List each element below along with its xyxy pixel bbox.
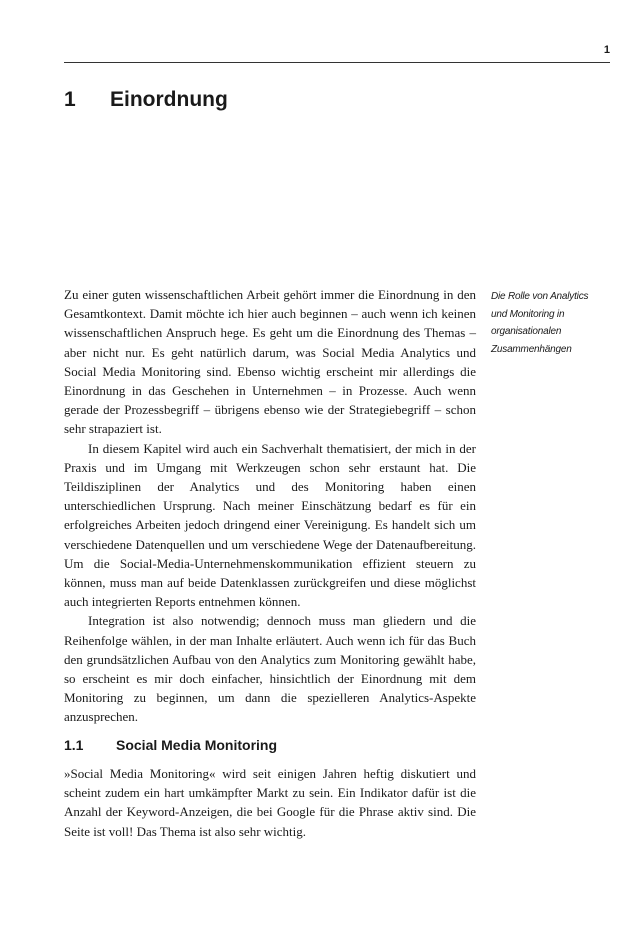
marginal-note-line: Die Rolle von Analytics xyxy=(491,291,589,302)
marginal-note-line: Zusammenhängen xyxy=(491,343,572,355)
chapter-title: Einordnung xyxy=(110,88,228,111)
body-paragraph: In diesem Kapitel wird auch ein Sachverhalt thematisiert, der mich in der Praxis und im Umgang mit Werkzeugen schon sehr erstaunt hat. Die Teildisziplinen der Analytics und des Monitoring haben einen unterschiedlichen Ursprung. Nach meiner Einschätzung bedarf es für ein erfolgreiches Arbeiten jedoch dringend einer Vereinigung. Es handelt sich um verschiedene Datenquellen und um verschiedene Wege der Datenaufbereitung. Um die Social-Media-Unternehmenskommunikation effizient steuern zu können, muss man auf beide Datenklassen zurückgreifen und diese möglichst auch integrierten Reports entnehmen können. xyxy=(64,440,476,610)
body-paragraph: Zu einer guten wissenschaftlichen Arbeit gehört immer die Einordnung in den Gesamtkontext. Damit möchte ich hier auch beginnen – auch wenn ich keinen wissenschaftlichen Anspruch hege. Es geht um die Einordnung des Themas – aber nicht nur. Es geht natürlich darum, was Social Media Analytics und Social Media Monitoring sind. Ebenso wichtig erscheint mir allerdings die Einordnung in das Geschehen in Unternehmen – in Prozesse. Auch wenn gerade der Prozessbegriff – übrigens ebenso wie der Strategiebegriff – schon sehr strapaziert ist. xyxy=(64,287,476,437)
marginal-note xyxy=(491,288,609,358)
section-paragraph: »Social Media Monitoring« wird seit einigen Jahren heftig diskutiert und scheint zudem ein hart umkämpfter Markt zu sein. Ein Indikator dafür ist die Anzahl der Keyword-Anzeigen, die bei Google für die Phrase aktiv sind. Die Seite ist voll! Das Thema ist also sehr wichtig. xyxy=(64,766,476,839)
marginal-note-line: organisationalen xyxy=(491,326,562,337)
body-text xyxy=(64,285,476,727)
section-heading xyxy=(64,737,277,753)
section-number: 1.1 xyxy=(64,737,84,753)
marginal-note-line: und Monitoring in xyxy=(491,308,565,320)
page-number: 1 xyxy=(603,44,610,56)
header-rule xyxy=(64,62,610,63)
chapter-number: 1 xyxy=(64,88,76,111)
body-paragraph: Integration ist also notwendig; dennoch muss man gliedern und die Reihenfolge wählen, in der man Inhalte erläutert. Auch wenn ich für das Buch den grundsätzlichen Aufbau von den Analytics zum Monitoring gewählt habe, so erscheint es mir doch einfacher, hinsichtlich der Einordnung mit dem Monitoring zu beginnen, um dann die spezielleren Analytics-Aspekte anzusprechen. xyxy=(64,613,476,725)
section-text xyxy=(64,764,476,841)
chapter-heading xyxy=(64,88,228,112)
section-title: Social Media Monitoring xyxy=(116,737,278,753)
